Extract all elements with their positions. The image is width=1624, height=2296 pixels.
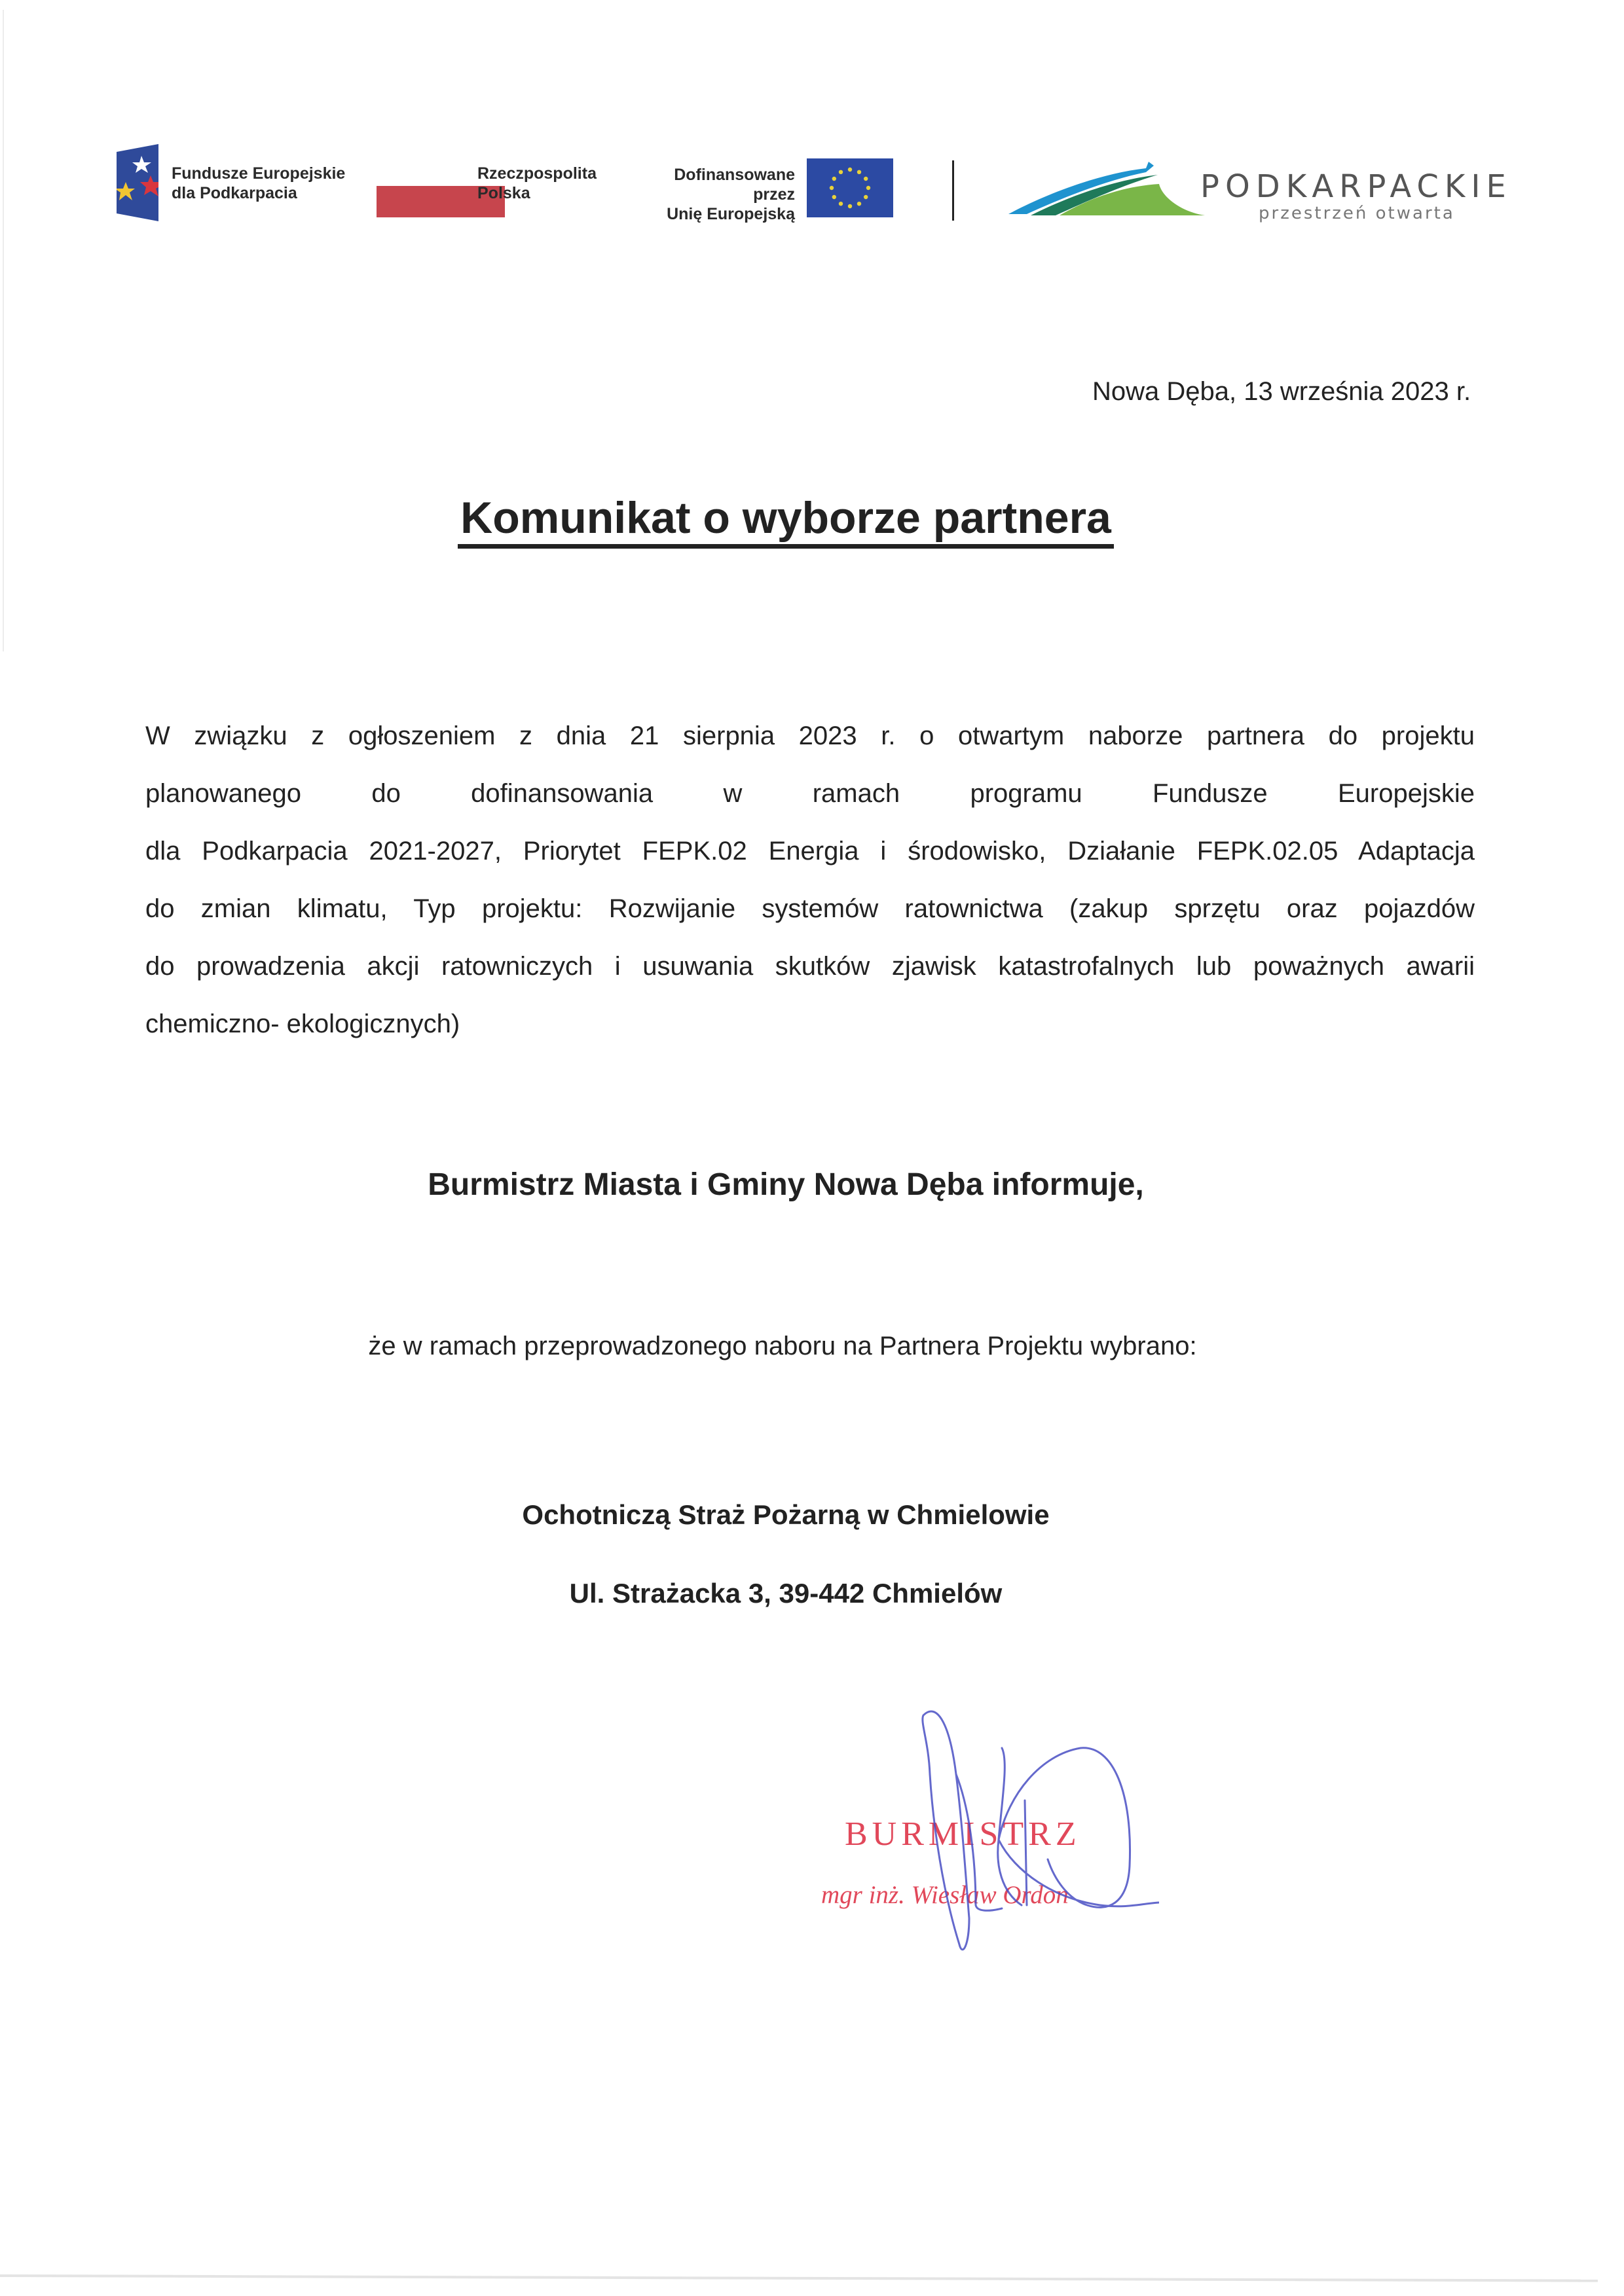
eu-line1: Dofinansowane przez: [674, 166, 795, 204]
eu-star-icon: [832, 177, 836, 181]
eu-logo-text: [629, 165, 795, 224]
eu-line2: Unię Europejską: [667, 205, 795, 223]
pl-line2: Polska: [477, 184, 530, 202]
partner-address: Ul. Strażacka 3, 39-442 Chmielów: [569, 1578, 1003, 1609]
body-paragraph: [145, 707, 1475, 1053]
partner-name: Ochotniczą Straż Pożarną w Chmielowie: [522, 1499, 1050, 1530]
paragraph-line: do zmian klimatu, Typ projektu: Rozwijanie systemów ratownictwa (zakup sprzętu oraz pojazdów: [145, 894, 1475, 923]
stamp-title: BURMISTRZ: [845, 1815, 1081, 1853]
eu-star-icon: [857, 170, 861, 174]
paragraph-line: chemiczno- ekologicznych): [145, 1010, 460, 1038]
eu-star-icon: [839, 170, 843, 174]
fe-line1: Fundusze Europejskie: [172, 164, 346, 183]
eu-star-icon: [848, 204, 852, 208]
eu-star-icon: [864, 195, 868, 199]
eu-star-icon: [857, 202, 861, 206]
selection-intro: że w ramach przeprowadzonego naboru na Partnera Projektu wybrano:: [368, 1332, 1197, 1360]
mayor-informs-heading: Burmistrz Miasta i Gminy Nowa Dęba informuje,: [428, 1167, 1144, 1202]
eu-flag-icon: [807, 158, 893, 217]
paragraph-line: W związku z ogłoszeniem z dnia 21 sierpnia 2023 r. o otwartym naborze partnera do projektu: [145, 721, 1475, 750]
document-title-text: Komunikat o wyborze partnera: [458, 493, 1114, 549]
stamp-name: mgr inż. Wiesław Ordon: [821, 1881, 1069, 1909]
paragraph-line: dla Podkarpacia 2021-2027, Priorytet FEPK.02 Energia i środowisko, Działanie FEPK.02.05 Adaptacja: [145, 837, 1475, 866]
fe-line2: dla Podkarpacia: [172, 184, 297, 202]
eu-star-icon: [832, 195, 836, 199]
eu-star-icon: [864, 177, 868, 181]
paragraph-line: do prowadzenia akcji ratowniczych i usuwania skutków zjawisk katastrofalnych lub poważnych awarii: [145, 952, 1475, 981]
podkarpackie-logo-icon: [1008, 160, 1225, 219]
pl-logo-text: [477, 164, 597, 203]
podkarpackie-subtitle: przestrzeń otwarta: [1259, 204, 1455, 223]
pl-line1: Rzeczpospolita: [477, 164, 597, 183]
signature-icon: [871, 1696, 1159, 1964]
logo-divider: [952, 160, 954, 221]
podkarpackie-title: PODKARPACKIE: [1200, 168, 1512, 205]
document-title: [0, 492, 1572, 543]
eu-star-icon: [866, 186, 870, 190]
eu-star-icon: [848, 168, 852, 172]
scan-edge-bottom: [0, 2274, 1598, 2282]
fe-logo-icon: [117, 144, 158, 221]
document-date: Nowa Dęba, 13 września 2023 r.: [1092, 377, 1471, 406]
fe-logo-text: [172, 164, 345, 203]
eu-star-icon: [839, 202, 843, 206]
scan-edge-left: [3, 10, 4, 651]
paragraph-line: planowanego do dofinansowania w ramach programu Fundusze Europejskie: [145, 779, 1475, 808]
eu-star-icon: [830, 186, 834, 190]
